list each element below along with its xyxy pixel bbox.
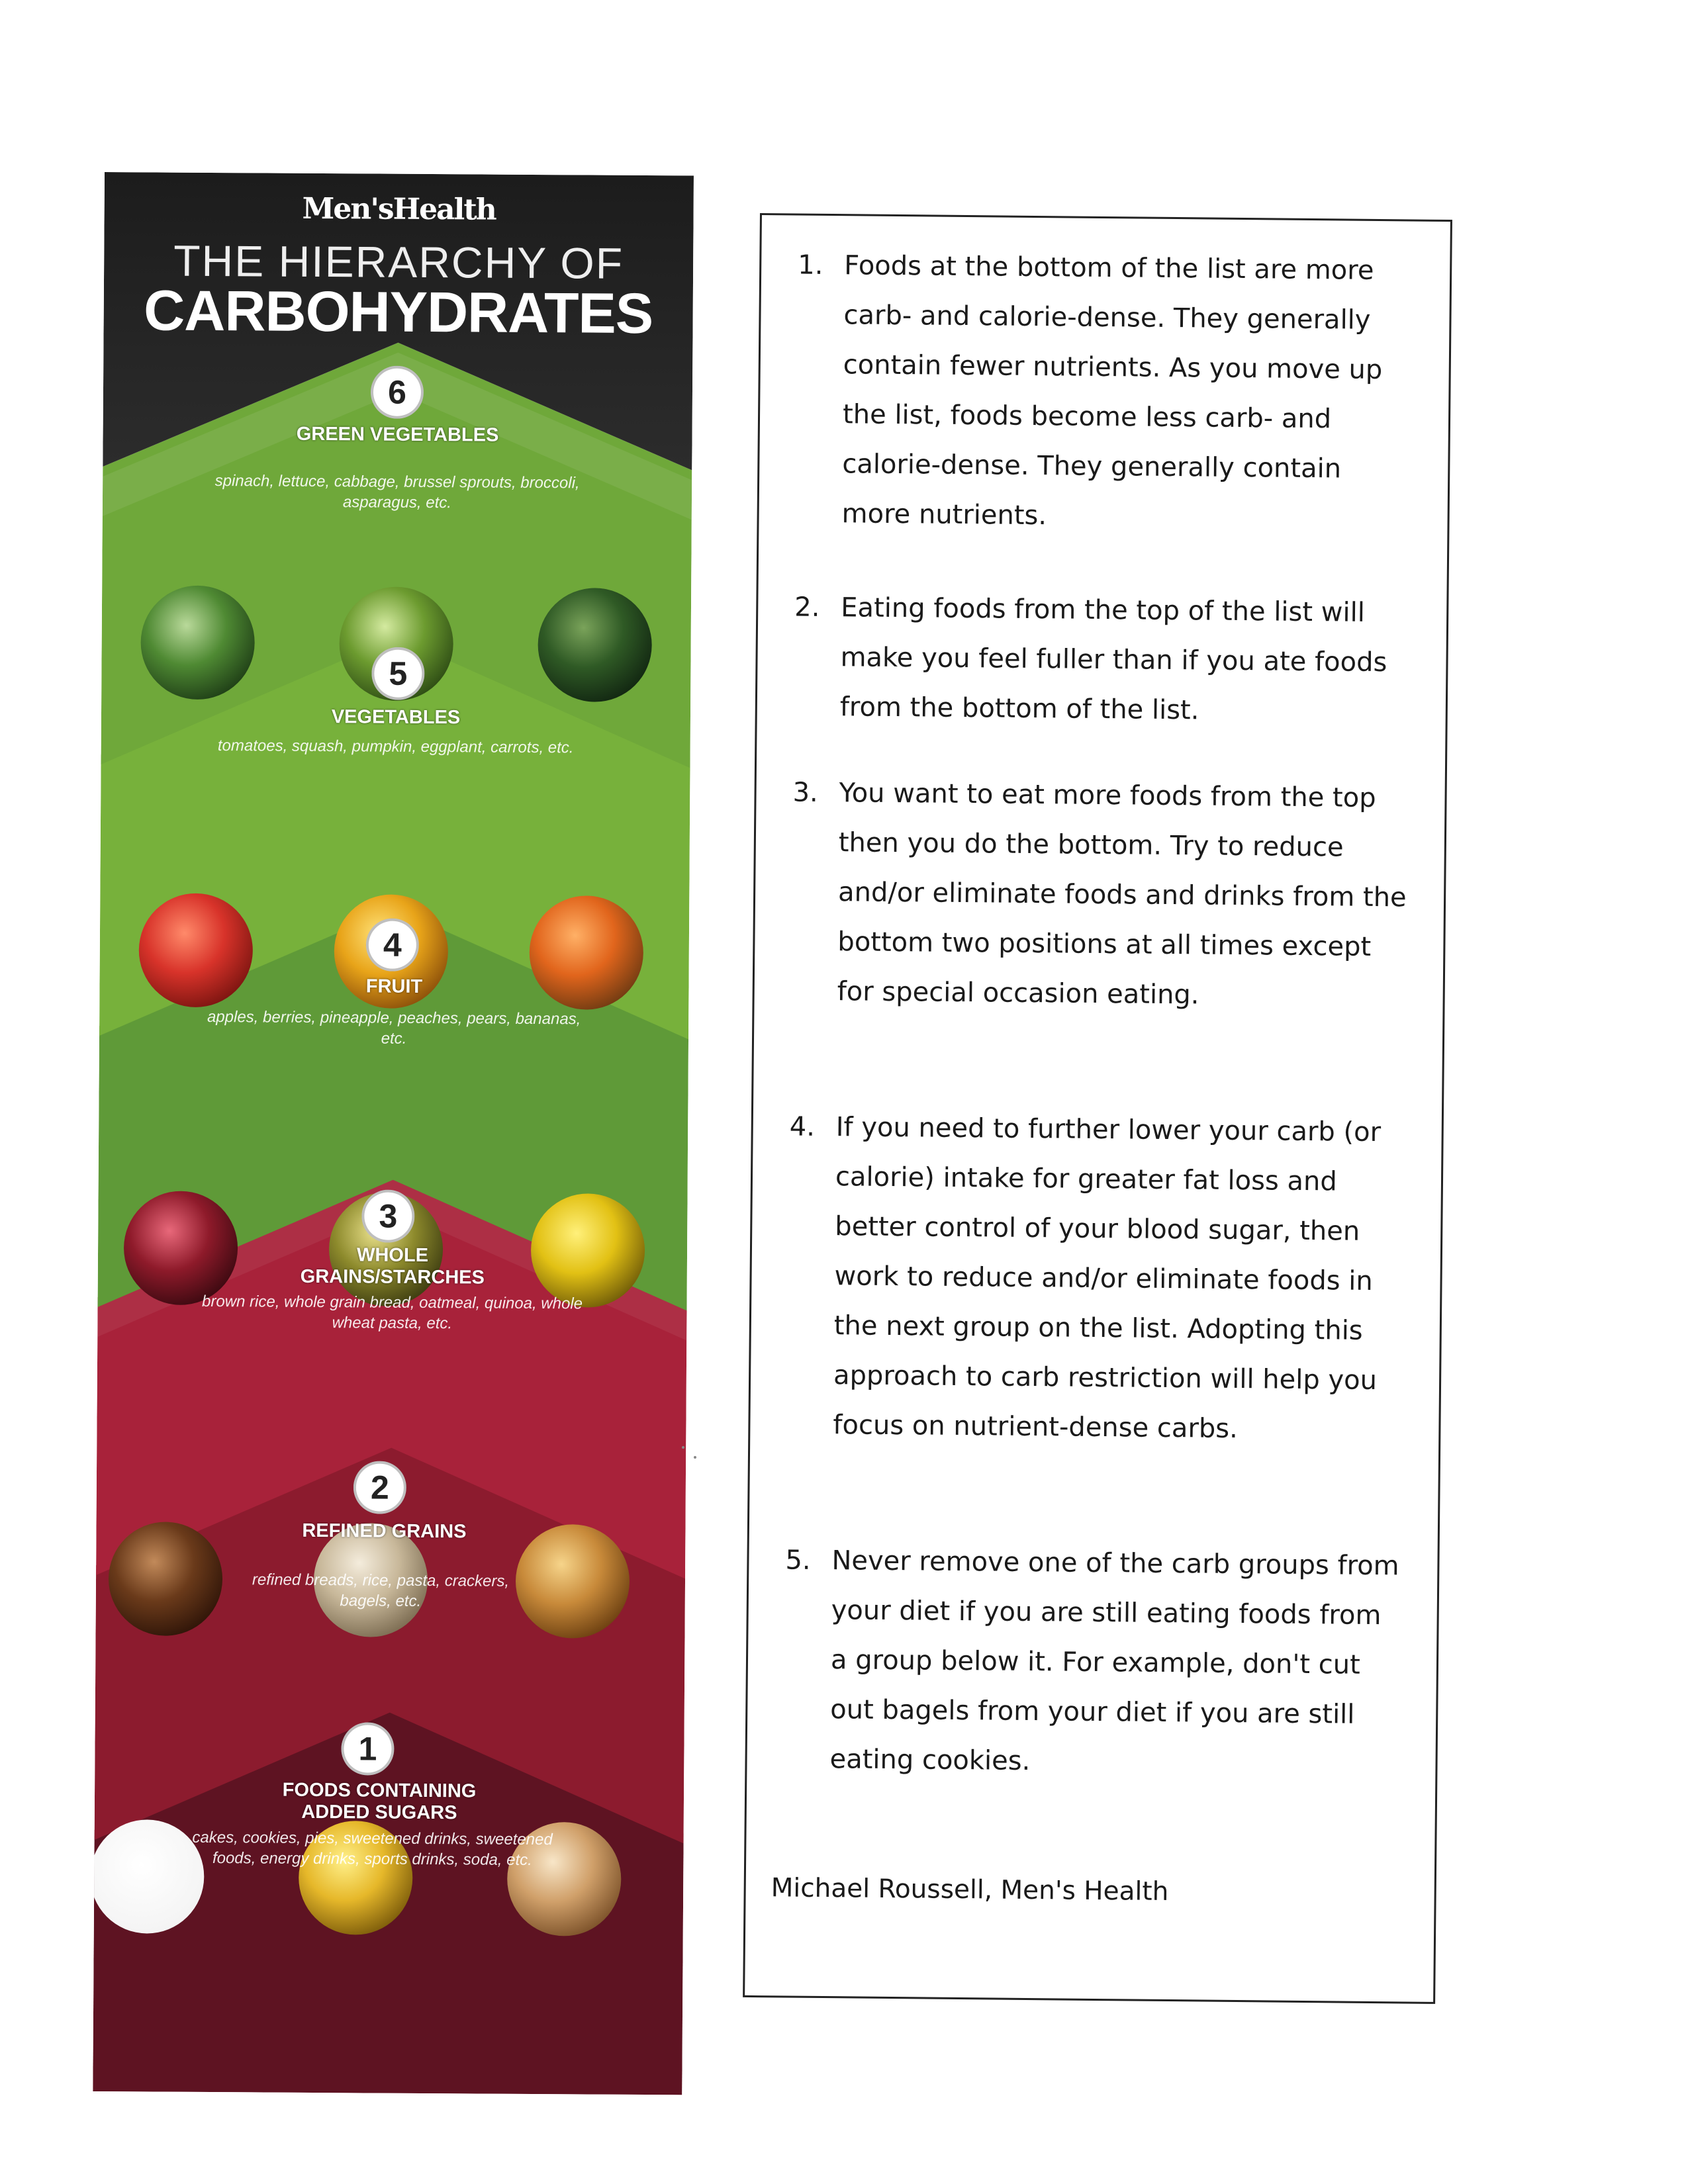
tier6-number-badge: 6: [371, 365, 424, 418]
tip-item-3: [792, 768, 1409, 1022]
banana-photo: [531, 1193, 645, 1308]
tier6-description: spinach, lettuce, cabbage, brussel sprouts, broccoli, asparagus, etc.: [214, 472, 580, 512]
tier6-label: GREEN VEGETABLES: [296, 423, 499, 446]
tier2-label: REFINED GRAINS: [302, 1520, 467, 1543]
brown-rice-photo: [108, 1522, 222, 1636]
tier3-number-badge: 3: [361, 1189, 414, 1242]
author-credit: Michael Roussell, Men's Health: [771, 1873, 1169, 1907]
lettuce-photo: [140, 585, 255, 700]
tip-item-1: [798, 241, 1413, 544]
tier1-number-badge: 1: [341, 1722, 394, 1775]
tip-number: 1.: [798, 250, 823, 281]
tier1-description: cakes, cookies, pies, sweetened drinks, sweetened foods, energy drinks, sports drinks, soda, etc.: [192, 1828, 553, 1869]
tip-text: Foods at the bottom of the list are more carb- and calorie-dense. They generally contain fewer nutrients. As you move up the list, foods become less carb- and calorie-dense. They generally contain more nutrients.: [841, 250, 1383, 531]
tier5-description: tomatoes, squash, pumpkin, eggplant, carrots, etc.: [217, 737, 574, 757]
tip-text: You want to eat more foods from the top then you do the bottom. Try to reduce and/or eliminate foods and drinks from the bottom two positions at all times except for special occasion eating.: [837, 778, 1407, 1011]
tier4-description: apples, berries, pineapple, peaches, pears, bananas, etc.: [207, 1007, 581, 1048]
whole-wheat-pasta-photo: [515, 1524, 630, 1639]
tip-text: Never remove one of the carb groups from your diet if you are still eating foods from a group below it. For example, don't cut out bagels from your diet if you are still eating cookies.: [829, 1545, 1399, 1777]
title-line-1: THE HIERARCHY OF: [173, 236, 624, 288]
tip-text: Eating foods from the top of the list will make you feel fuller than if you ate foods from the bottom of the list.: [839, 592, 1387, 726]
tier5-number-badge: 5: [371, 647, 424, 700]
carb-hierarchy-infographic: [93, 172, 694, 2095]
tier5-label: VEGETABLES: [331, 706, 461, 729]
tip-item-5: [785, 1536, 1401, 1790]
broccoli-photo: [538, 588, 652, 702]
mens-health-logo: Men'sHealth: [302, 191, 496, 227]
tip-number: 3.: [792, 777, 818, 808]
tip-number: 4.: [789, 1111, 816, 1142]
title-line-2: CARBOHYDRATES: [143, 279, 653, 346]
tip-item-2: [794, 583, 1410, 737]
tip-item-4: [789, 1103, 1405, 1455]
tier3-description: brown rice, whole grain bread, oatmeal, quinoa, whole wheat pasta, etc.: [201, 1292, 583, 1333]
tip-number: 2.: [794, 592, 820, 623]
scan-speck: [682, 1446, 684, 1449]
tier3-label: WHOLE GRAINS/STARCHES: [300, 1244, 485, 1289]
tip-number: 5.: [785, 1545, 811, 1576]
tier4-number-badge: 4: [366, 918, 419, 971]
tier2-number-badge: 2: [353, 1461, 406, 1514]
tip-text: If you need to further lower your carb (or calorie) intake for greater fat loss and better control of your blood sugar, then work to reduce and/or eliminate foods in the next group on the list. Adopting this approach to carb restriction will help you focus on nutrient-dense carbs.: [833, 1112, 1382, 1445]
apple-photo: [124, 1191, 238, 1305]
tier2-description: refined breads, rice, pasta, crackers, bagels, etc.: [252, 1570, 510, 1610]
carb-tips-box: [743, 213, 1452, 2004]
scan-speck: [694, 1456, 696, 1459]
tier1-label: FOODS CONTAINING ADDED SUGARS: [282, 1779, 477, 1824]
tier4-label: FRUIT: [365, 976, 423, 997]
